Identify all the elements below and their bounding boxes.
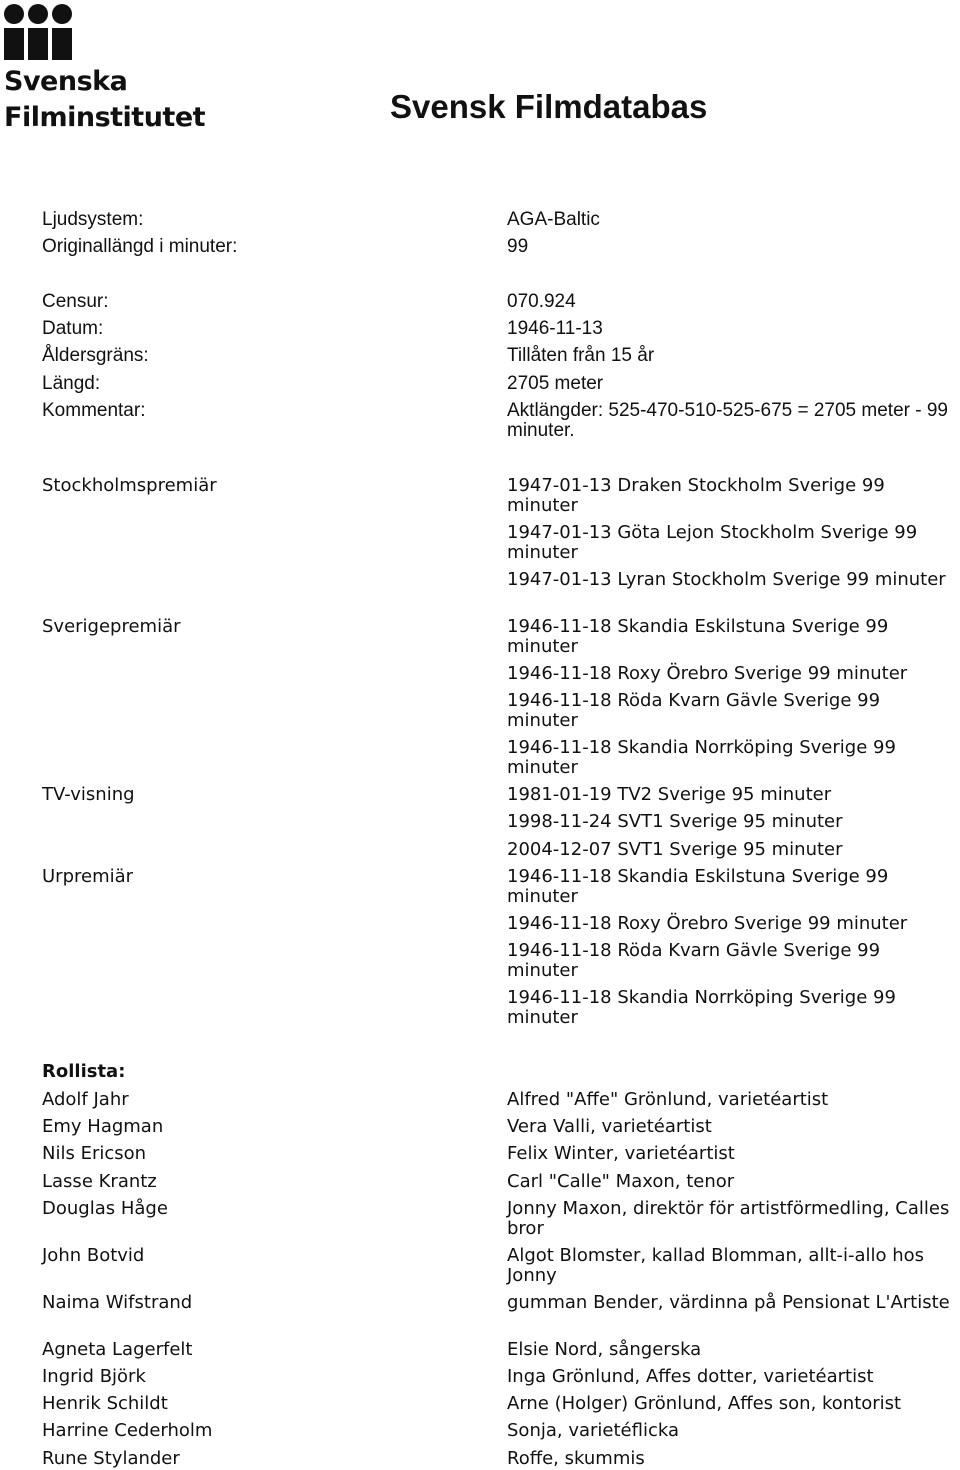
screening-value: 1946-11-18 Skandia Norrköping Sverige 99 minuter	[507, 737, 896, 778]
actor-name: Naima Wifstrand	[42, 1292, 193, 1313]
info-value: 99	[507, 236, 529, 257]
actor-name: Adolf Jahr	[42, 1089, 129, 1110]
info-label: Originallängd i minuter:	[42, 236, 238, 257]
info-label: Kommentar:	[42, 400, 146, 421]
role-name: Inga Grönlund, Affes dotter, varietéartist	[507, 1366, 874, 1387]
screening-type-label: Sverigepremiär	[42, 616, 181, 637]
cast-heading: Rollista:	[42, 1061, 126, 1082]
screening-value: 1946-11-18 Skandia Eskilstuna Sverige 99 minuter	[507, 866, 889, 907]
actor-name: Rune Stylander	[42, 1448, 180, 1469]
actor-name: Harrine Cederholm	[42, 1420, 213, 1441]
role-name: Sonja, varietéflicka	[507, 1420, 679, 1441]
role-name: Roffe, skummis	[507, 1448, 645, 1469]
info-value: Tillåten från 15 år	[507, 345, 655, 366]
role-name: Jonny Maxon, direktör för artistförmedling, Calles bror	[507, 1198, 950, 1239]
actor-name: Nils Ericson	[42, 1143, 147, 1164]
info-label: Längd:	[42, 373, 101, 394]
screening-type-label: Stockholmspremiär	[42, 475, 217, 496]
info-label: Datum:	[42, 318, 104, 339]
actor-name: Douglas Håge	[42, 1198, 168, 1219]
screening-value: 1946-11-18 Skandia Norrköping Sverige 99 minuter	[507, 987, 896, 1028]
info-value: 1946-11-13	[507, 318, 603, 339]
actor-name: Ingrid Björk	[42, 1366, 146, 1387]
info-label: Åldersgräns:	[42, 345, 149, 366]
info-label: Ljudsystem:	[42, 209, 144, 230]
screening-value: 1947-01-13 Draken Stockholm Sverige 99 minuter	[507, 475, 885, 516]
actor-name: John Botvid	[42, 1245, 145, 1266]
logo-text-line2: Filminstitutet	[4, 102, 206, 133]
info-value: AGA-Baltic	[507, 209, 600, 230]
role-name: Elsie Nord, sångerska	[507, 1339, 702, 1360]
logo-mark	[4, 4, 200, 60]
page-title: Svensk Filmdatabas	[390, 88, 708, 125]
role-name: Carl "Calle" Maxon, tenor	[507, 1171, 735, 1192]
role-name: Vera Valli, varietéartist	[507, 1116, 712, 1137]
screening-value: 1946-11-18 Roxy Örebro Sverige 99 minuter	[507, 663, 908, 684]
screening-value: 1946-11-18 Röda Kvarn Gävle Sverige 99 minuter	[507, 690, 881, 731]
role-name: Arne (Holger) Grönlund, Affes son, kontorist	[507, 1393, 902, 1414]
role-name: Alfred "Affe" Grönlund, varietéartist	[507, 1089, 829, 1110]
svenska-filminstitutet-logo	[4, 4, 206, 133]
screening-type-label: TV-visning	[42, 784, 135, 805]
screening-value: 1998-11-24 SVT1 Sverige 95 minuter	[507, 811, 843, 832]
role-name: Algot Blomster, kallad Blomman, allt-i-allo hos Jonny	[507, 1245, 925, 1286]
info-label: Censur:	[42, 291, 109, 312]
screening-value: 1946-11-18 Roxy Örebro Sverige 99 minuter	[507, 913, 908, 934]
actor-name: Agneta Lagerfelt	[42, 1339, 193, 1360]
screening-value: 1947-01-13 Lyran Stockholm Sverige 99 minuter	[507, 569, 946, 590]
actor-name: Lasse Krantz	[42, 1171, 157, 1192]
screening-value: 2004-12-07 SVT1 Sverige 95 minuter	[507, 839, 843, 860]
logo-text-line1: Svenska	[4, 66, 128, 97]
screening-value: 1946-11-18 Röda Kvarn Gävle Sverige 99 minuter	[507, 940, 881, 981]
actor-name: Henrik Schildt	[42, 1393, 168, 1414]
info-value: 070.924	[507, 291, 576, 312]
screening-type-label: Urpremiär	[42, 866, 134, 887]
role-name: Felix Winter, varietéartist	[507, 1143, 735, 1164]
info-value: Aktlängder: 525-470-510-525-675 = 2705 meter - 99 minuter.	[507, 400, 948, 441]
role-name: gumman Bender, värdinna på Pensionat L'Artiste	[507, 1292, 950, 1313]
screening-value: 1947-01-13 Göta Lejon Stockholm Sverige 99 minuter	[507, 522, 918, 563]
actor-name: Emy Hagman	[42, 1116, 164, 1137]
info-value: 2705 meter	[507, 373, 604, 394]
screening-value: 1981-01-19 TV2 Sverige 95 minuter	[507, 784, 832, 805]
screening-value: 1946-11-18 Skandia Eskilstuna Sverige 99 minuter	[507, 616, 889, 657]
